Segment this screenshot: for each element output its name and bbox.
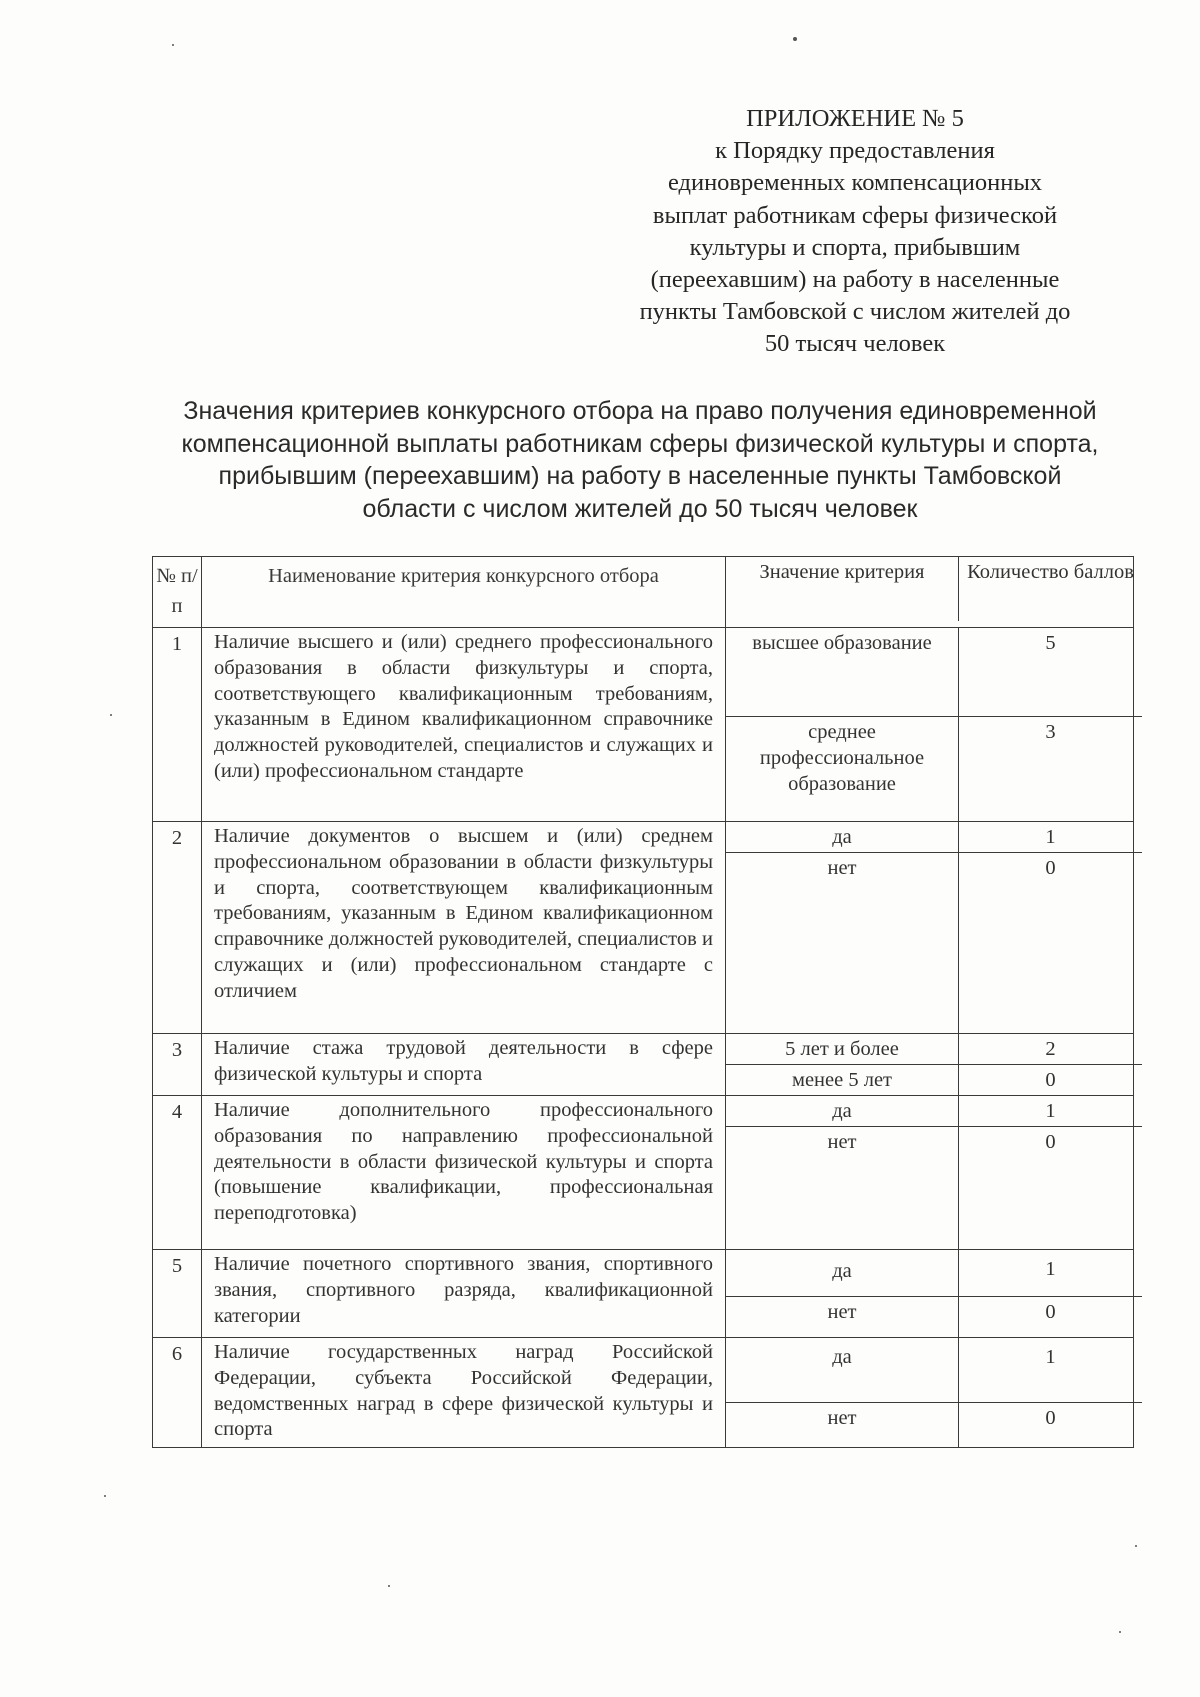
value-cell: да [726,822,959,853]
row-values [726,822,1134,1034]
value-cell: 5 лет и более [726,1034,959,1065]
header-points: Количество баллов [967,561,1134,583]
table-row [153,1034,1134,1096]
appendix-line: (переехавшим) на работу в населенные [650,266,1060,294]
header-num: № п/п [153,557,202,628]
points-cell: 0 [1045,1069,1056,1091]
title-line: прибывшим (переехавшим) на работу в населенные пункты Тамбовской [218,462,1062,490]
table-row [153,1338,1134,1448]
row-num: 5 [153,1250,202,1338]
table-row [153,1096,1134,1250]
row-num: 6 [153,1338,202,1448]
row-values [726,1034,1134,1096]
appendix-line: единовременных компенсационных [667,169,1043,197]
points-cell: 1 [959,822,1143,853]
scan-speck [388,1585,390,1587]
scan-speck [104,1495,106,1497]
row-values [726,628,1134,822]
value-cell: нет [726,853,959,1034]
table-row [153,628,1134,822]
row-values [726,1096,1134,1250]
row-values [726,1338,1134,1448]
appendix-line: ПРИЛОЖЕНИЕ № 5 [746,105,964,132]
points-cell: 2 [959,1034,1143,1065]
row-num: 2 [153,822,202,1034]
value-cell: да [726,1250,959,1297]
row-criterion: Наличие почетного спортивного звания, спортивного звания, спортивного разряда, квалификационной категории [202,1250,726,1338]
table-row [153,822,1134,1034]
appendix-header [605,103,1105,361]
row-num: 3 [153,1034,202,1096]
value-cell: высшее образование [726,628,959,717]
scan-speck [172,44,174,46]
row-num: 1 [153,628,202,822]
points-cell: 1 [959,1338,1143,1403]
criteria-table [152,556,1134,1448]
value-cell: среднее профессиональное образование [726,717,959,822]
value-cell: да [726,1096,959,1127]
points-cell: 3 [1045,721,1056,743]
header-name: Наименование критерия конкурсного отбора [202,557,726,628]
appendix-line: 50 тысяч человек [764,330,946,358]
row-num: 4 [153,1096,202,1250]
row-criterion: Наличие документов о высшем и (или) среднем профессиональном образовании в области физкультуры и спорта, соответствующем квалификационным требованиям, указанным в Едином квалификационном справочнике должностей руководителей, специалистов и служащих и (или) профессиональном стандарте с отличием [202,822,726,1034]
table-row [153,1250,1134,1338]
points-cell: 0 [1045,1301,1056,1323]
value-cell: нет [726,1403,959,1448]
points-cell: 0 [1045,1407,1056,1429]
points-cell: 0 [1045,857,1056,879]
row-values [726,1250,1134,1338]
value-cell: нет [726,1127,959,1250]
appendix-line: культуры и спорта, прибывшим [689,233,1021,261]
scan-speck [793,37,797,41]
row-criterion: Наличие дополнительного профессионального образования по направлению профессиональной деятельности в области физической культуры и спорта (повышение квалификации, профессиональная переподготовка) [202,1096,726,1250]
points-cell: 1 [959,1096,1143,1127]
title-line: компенсационной выплаты работникам сферы физической культуры и спорта, [181,429,1099,458]
points-cell: 0 [1045,1131,1056,1153]
value-cell: да [726,1338,959,1403]
row-criterion: Наличие высшего и (или) среднего профессионального образования в области физкультуры и спорта, соответствующего квалификационным требованиям, указанным в Едином квалификационном справочнике должностей руководителей, специалистов и служащих и (или) профессиональном стандарте [202,628,726,822]
appendix-line: выплат работникам сферы физической [652,201,1058,229]
table-header-row [153,557,1134,628]
row-criterion: Наличие стажа трудовой деятельности в сфере физической культуры и спорта [202,1034,726,1096]
scan-speck [1135,1545,1137,1547]
value-cell: нет [726,1297,959,1338]
title-line: Значения критериев конкурсного отбора на право получения единовременной [183,397,1097,425]
header-values [726,557,1134,628]
value-cell: менее 5 лет [726,1065,959,1096]
points-cell: 1 [959,1250,1143,1297]
row-criterion: Наличие государственных наград Российской Федерации, субъекта Российской Федерации, ведомственных наград в сфере физической культуры и спорта [202,1338,726,1448]
header-value: Значение критерия [726,557,959,621]
scan-speck [110,714,112,716]
document-title [150,395,1130,525]
scan-speck [1119,1631,1121,1633]
appendix-line: пункты Тамбовской с числом жителей до [639,298,1071,326]
title-line: области с числом жителей до 50 тысяч человек [362,494,918,523]
appendix-line: к Порядку предоставления [715,137,995,165]
points-cell: 5 [959,628,1143,717]
